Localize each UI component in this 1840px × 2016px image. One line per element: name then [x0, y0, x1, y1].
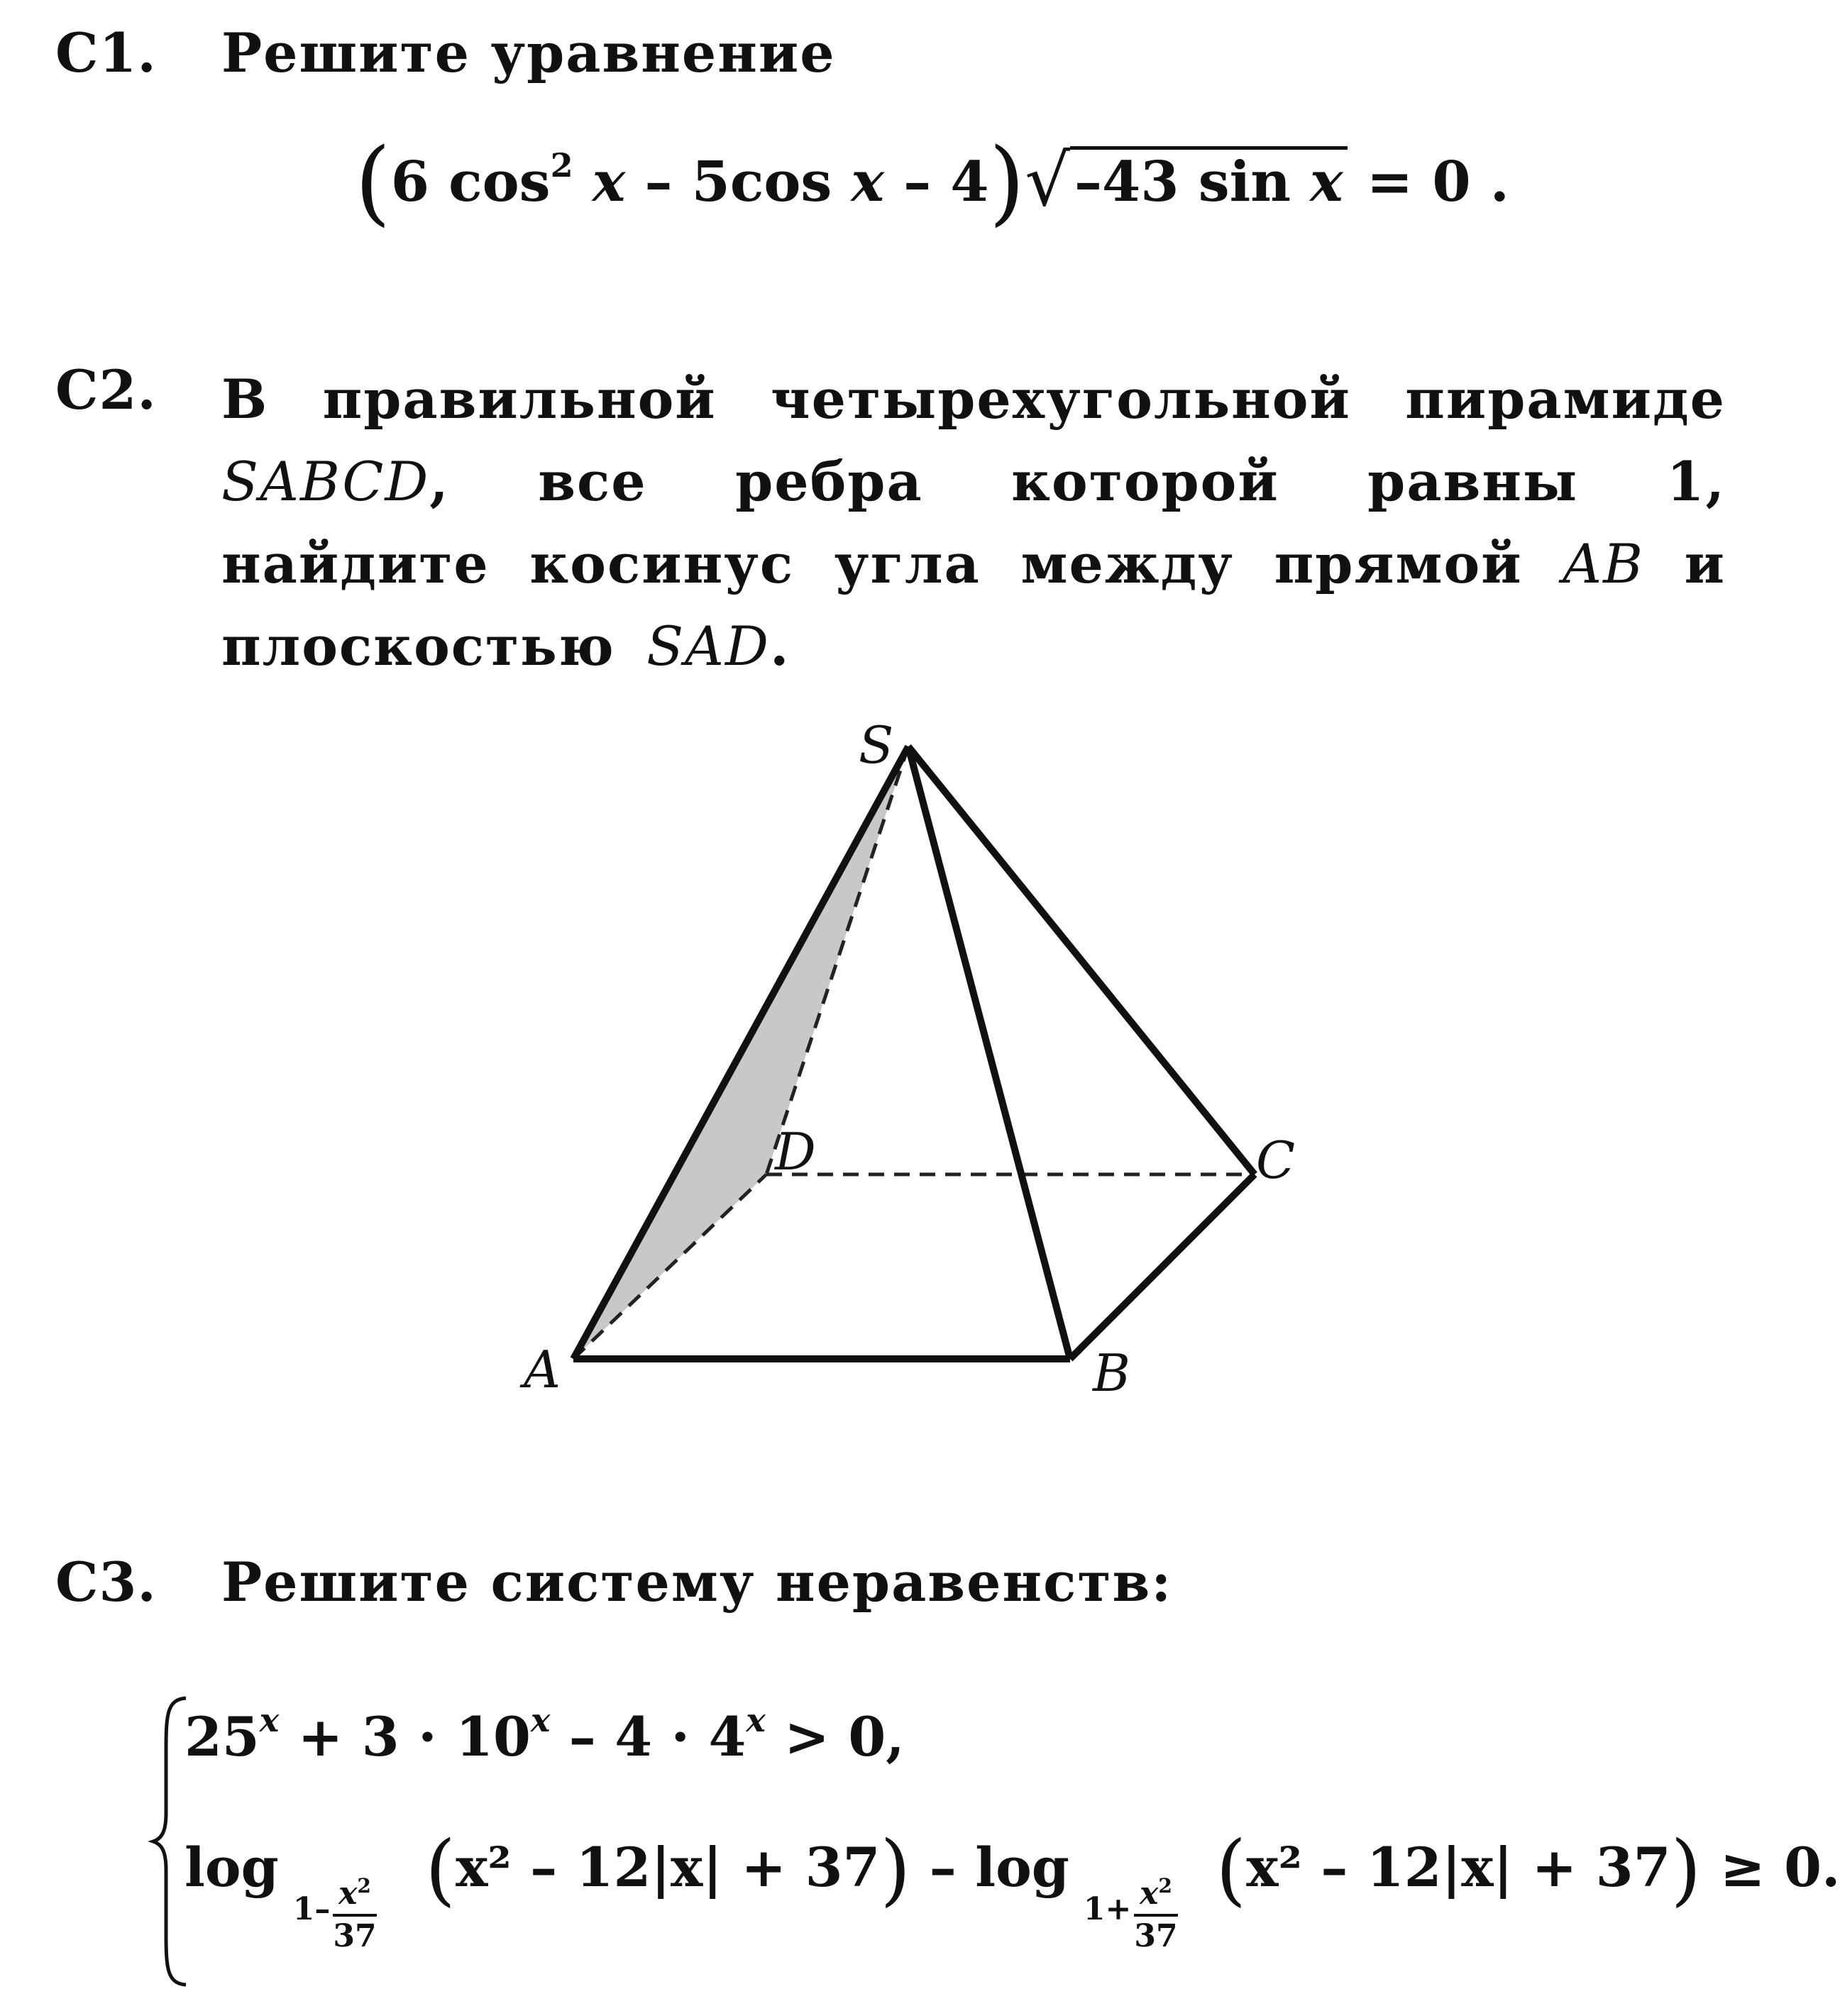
log-arg-2: x² – 12|x| + 37	[1246, 1836, 1671, 1899]
eq-coef2: 5	[691, 150, 730, 214]
pyramid-figure	[497, 715, 1348, 1403]
problem-c1-equation	[355, 128, 1509, 236]
eq-const: 4	[950, 150, 989, 214]
edge-sb	[908, 747, 1070, 1359]
log-1: log	[184, 1836, 279, 1899]
inequality-1: $25^x + 3 \cdot 10^x - 4 \cdot 4^x > 0$,	[184, 1701, 905, 1768]
problem-c2-text: В правильной четырехугольной пирамиде SABCD, все ребра которой равны 1, найдите косинус угла между прямой AB и плоскостью SAD.	[221, 368, 1726, 678]
problem-c1-label: C1.	[55, 21, 157, 84]
vertex-label-d: D	[775, 1122, 816, 1181]
vertex-label-a: A	[524, 1340, 561, 1399]
log-2: log	[975, 1836, 1069, 1899]
open-paren: (	[355, 128, 391, 236]
vertex-label-b: B	[1093, 1343, 1130, 1403]
pyramid-name: SABCD	[221, 450, 430, 513]
eq-x-1: x	[592, 150, 626, 214]
plane-sad: SAD	[646, 615, 770, 678]
eq-minus-2: –	[903, 150, 932, 214]
problem-c2-label: C2.	[55, 358, 157, 422]
edge-sc	[908, 747, 1255, 1174]
eq-square: 2	[550, 146, 573, 184]
eq-rhs: = 0 .	[1366, 150, 1509, 214]
log-base-2: 1+ $\frac{x^2}{37}$	[1069, 1824, 1197, 1831]
eq-x-2: x	[851, 150, 884, 214]
close-paren: )	[988, 128, 1025, 236]
problem-c1-heading: Решите уравнение	[221, 21, 836, 84]
line-ab: AB	[1563, 532, 1644, 595]
inequality-system	[149, 1692, 1840, 1990]
eq-cos-2: cos	[729, 150, 832, 214]
edge-bc	[1070, 1174, 1255, 1359]
log-arg-1: x² – 12|x| + 37	[456, 1836, 881, 1899]
problem-c3-label: C3.	[55, 1550, 157, 1614]
vertex-label-s: S	[859, 715, 894, 775]
inequality-2: log 1– $\frac{x^2}{37}$ (x² – 12|x| + 37) – log 1+ $\frac{x^2}{37}$ (x² – 12|x| + 37) ≥ 0.	[184, 1824, 1840, 1954]
eq-coef1: 6	[390, 150, 429, 214]
eq-cos-1: cos	[448, 150, 551, 214]
eq-radicand: –43 sin x	[1070, 146, 1348, 214]
sqrt-icon: √	[1025, 139, 1071, 222]
eq-minus-1: –	[644, 150, 673, 214]
vertex-label-c: C	[1256, 1130, 1296, 1190]
edge-sa	[573, 747, 908, 1359]
problem-c3-heading: Решите систему неравенств:	[221, 1550, 1173, 1614]
log-base-1: 1– $\frac{x^2}{37}$	[279, 1824, 407, 1831]
